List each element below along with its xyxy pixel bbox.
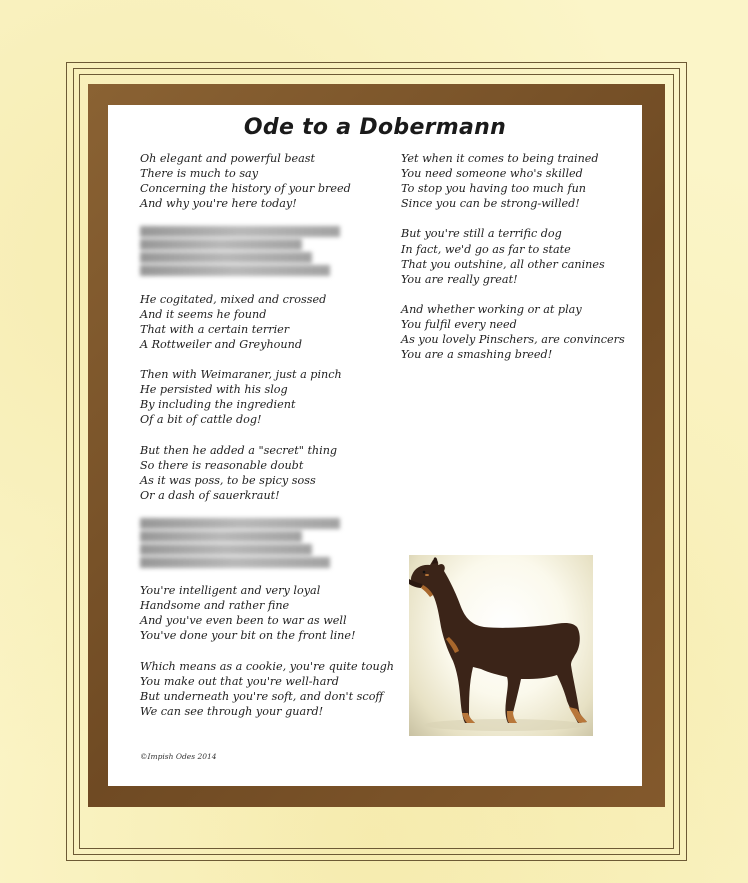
poem-line: That with a certain terrier: [140, 322, 290, 336]
poem-line: That you outshine, all other canines: [401, 257, 605, 271]
poem-line: You are really great!: [401, 272, 518, 286]
poem-line: You've done your bit on the front line!: [140, 629, 356, 643]
stanza: [140, 443, 390, 503]
poem-line: Concerning the history of your breed: [140, 182, 351, 196]
poem-line: Handsome and rather fine: [140, 599, 290, 613]
poem-line: [140, 226, 340, 237]
poem-line: And it seems he found: [140, 307, 267, 321]
poem-line: As it was poss, to be spicy soss: [140, 473, 316, 487]
poem-line: As you lovely Pinschers, are convincers: [401, 333, 625, 347]
stanza: [140, 659, 395, 719]
stanza: [401, 302, 636, 362]
poem-line: You fulfil every need: [401, 318, 517, 332]
poem-line: He cogitated, mixed and crossed: [140, 292, 327, 306]
poem-line: Of a bit of cattle dog!: [140, 413, 262, 427]
poem-line: Then with Weimaraner, just a pinch: [140, 368, 342, 382]
poem-line: You make out that you're well-hard: [140, 674, 339, 688]
poem-line: You need someone who's skilled: [401, 167, 583, 181]
poem-line: And you've even been to war as well: [140, 614, 347, 628]
poem-line: He persisted with his slog: [140, 383, 288, 397]
poem-line: Oh elegant and powerful beast: [140, 152, 316, 165]
poem-line: Which means as a cookie, you're quite tough: [140, 659, 395, 673]
dobermann-photo: [409, 555, 593, 736]
poem-line: Or a dash of sauerkraut!: [140, 488, 280, 502]
poem-line: But underneath you're soft, and don't scoff: [140, 689, 384, 703]
poem-line: [140, 557, 330, 568]
poem-line: [140, 252, 312, 263]
poem-line: [140, 531, 302, 542]
poem-line: [140, 239, 302, 250]
poem-line: We can see through your guard!: [140, 704, 324, 718]
poem-line: You're intelligent and very loyal: [140, 584, 321, 598]
poem-line: To stop you having too much fun: [401, 182, 587, 196]
poem-line: And why you're here today!: [140, 197, 297, 211]
poem-sheet: [108, 105, 642, 786]
poem-line: And whether working or at play: [401, 302, 582, 316]
poem-line: A Rottweiler and Greyhound: [140, 337, 302, 351]
poem-line: [140, 265, 330, 276]
left-column: [140, 151, 395, 734]
poem-line: You are a smashing breed!: [401, 348, 553, 362]
poem-line: But then he added a "secret" thing: [140, 443, 338, 457]
stanza: [401, 226, 636, 286]
poem-title: Ode to a Dobermann: [243, 115, 507, 140]
copyright-note: ©Impish Odes 2014: [140, 752, 217, 761]
stanza: [140, 367, 390, 427]
poem-line: So there is reasonable doubt: [140, 458, 304, 472]
poem-line: By including the ingredient: [140, 398, 296, 412]
stanza: [401, 151, 636, 211]
poem-line: There is much to say: [140, 167, 259, 181]
poem-line: Since you can be strong-willed!: [401, 197, 580, 211]
poem-line: [140, 518, 340, 529]
poem-line: But you're still a terrific dog: [401, 227, 562, 241]
blurred-stanza: [140, 226, 390, 276]
poem-line: In fact, we'd go as far to state: [401, 242, 571, 256]
stanza: [140, 583, 390, 643]
dobermann-illustration: [409, 555, 593, 736]
right-column: [401, 151, 636, 377]
blurred-stanza: [140, 518, 390, 568]
poem-line: [140, 544, 312, 555]
stanza: [140, 292, 390, 352]
stanza: [140, 151, 390, 211]
poem-line: Yet when it comes to being trained: [401, 152, 599, 165]
